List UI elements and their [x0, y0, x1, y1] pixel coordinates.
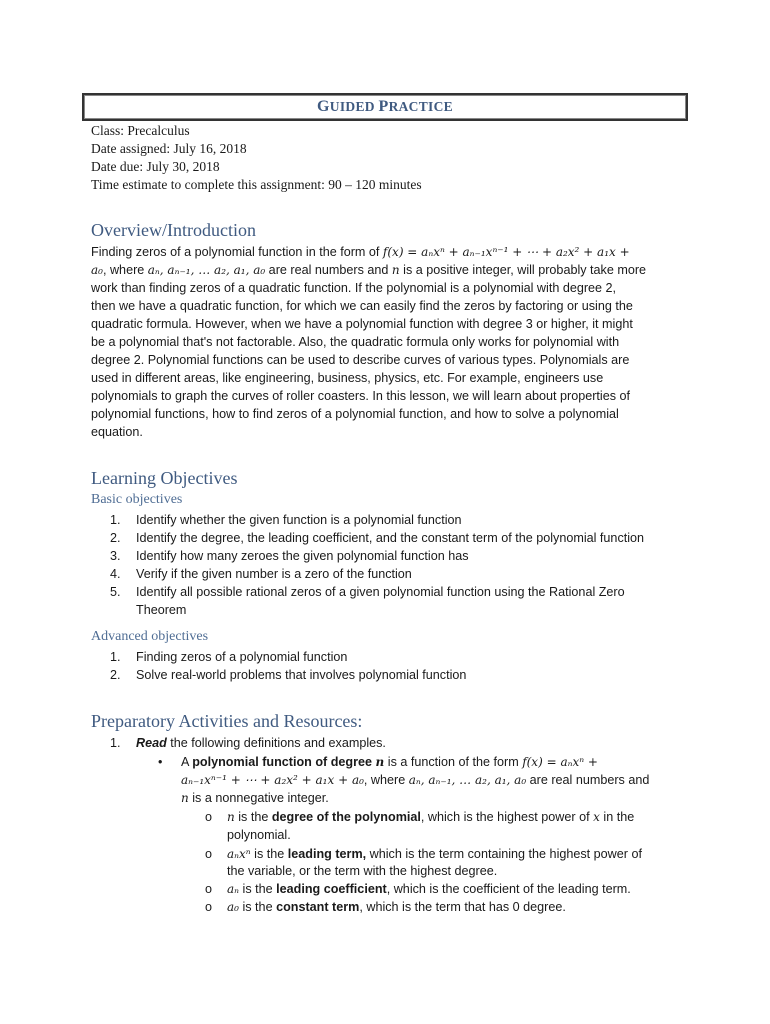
leading-term-definition-cont: the variable, or the term with the highest degree. [227, 864, 498, 878]
def-text: is the [250, 847, 288, 861]
math-formula: f(x) = aₙxⁿ + [522, 755, 598, 769]
math-coefficients: aₙ, aₙ₋₁, … a₂, a₁, a₀ [408, 773, 527, 787]
def-text: is a nonnegative integer. [188, 791, 329, 805]
overview-line-2 [91, 261, 691, 279]
def-text: are real numbers and [526, 773, 650, 787]
basic-objectives-list [110, 511, 644, 619]
math-coefficients: aₙ, aₙ₋₁, … a₂, a₁, a₀ [147, 263, 266, 277]
def-text: , which is the term that has 0 degree. [359, 900, 566, 914]
date-due-line: Date due: July 30, 2018 [91, 159, 220, 174]
sub-bullet-marker: o [205, 810, 213, 824]
overview-line-10: polynomial functions, how to find zeros of a polynomial function, and how to solve a polynomial [91, 407, 619, 421]
leading-coefficient-definition [227, 880, 631, 898]
item-number: 2. [110, 531, 121, 545]
overview-line-6: be a polynomial that's not factorable. Also, the quadratic formula only works for polynomial with [91, 335, 620, 349]
def-text: A [181, 755, 193, 769]
read-emphasis: Read [136, 736, 167, 750]
overview-heading: Overview/Introduction [91, 220, 256, 240]
def-text: , which is the coefficient of the leading term. [386, 882, 631, 896]
overview-line-4: then we have a quadratic function, for which we can easily find the zeros by factoring or using the [91, 299, 633, 313]
item-text: Verify if the given number is a zero of the function [136, 567, 412, 581]
def-text: is a function of the form [384, 755, 523, 769]
math-n: n [391, 263, 400, 277]
def-bold: polynomial function of degree [192, 755, 376, 769]
polynomial-formula: f(x) = aₙxⁿ + aₙ₋₁xⁿ⁻¹ + ⋯ + a₂x² + a₁x + [382, 245, 630, 259]
math-n: n [227, 810, 235, 824]
overview-line-1 [91, 243, 691, 261]
sub-bullet-marker: o [205, 847, 213, 861]
def-text: which is the term containing the highest power of [366, 847, 642, 861]
overview-line-11: equation. [91, 425, 143, 439]
overview-line-7: degree 2. Polynomial functions can be used to describe curves of various types. Polynomials are [91, 353, 630, 367]
list-item [110, 666, 466, 684]
math-n: n [375, 755, 385, 769]
def-bold: degree of the polynomial [271, 810, 421, 824]
math-formula: aₙ₋₁xⁿ⁻¹ + ⋯ + a₂x² + a₁x + a₀ [181, 773, 364, 787]
def-bold: constant term [276, 900, 360, 914]
title-initial-p: P [378, 98, 389, 115]
math-leading-term: aₙxⁿ [227, 847, 251, 861]
overview-text: , where [102, 263, 148, 277]
list-item [110, 529, 644, 547]
definition-line-3 [181, 789, 329, 807]
title-part-2: RACTICE [388, 99, 453, 114]
list-item [110, 648, 466, 666]
guided-practice-title [82, 93, 688, 121]
preparatory-heading: Preparatory Activities and Resources: [91, 711, 363, 731]
item-text: the following definitions and examples. [166, 736, 386, 750]
def-text: is the [239, 882, 277, 896]
item-number: 4. [110, 567, 121, 581]
math-an: aₙ [227, 882, 240, 896]
title-initial-g: G [317, 98, 330, 115]
date-assigned-line: Date assigned: July 16, 2018 [91, 141, 247, 156]
item-text: Identify whether the given function is a polynomial function [136, 513, 462, 527]
item-number: 1. [110, 513, 121, 527]
item-text: Solve real-world problems that involves polynomial function [136, 668, 467, 682]
degree-definition [227, 808, 634, 826]
overview-text: is a positive integer, will probably take more [399, 263, 647, 277]
assignment-info [91, 122, 422, 194]
item-number: 3. [110, 549, 121, 563]
list-item [110, 583, 644, 619]
def-text: in the [599, 810, 635, 824]
def-bold: leading term, [287, 847, 367, 861]
bullet-marker: • [158, 755, 163, 769]
overview-text: are real numbers and [265, 263, 392, 277]
sub-bullet-marker: o [205, 900, 213, 914]
definition-line-2 [181, 771, 649, 789]
def-text: is the [238, 900, 277, 914]
item-number: 1. [110, 650, 121, 664]
overview-line-9: polynomials to graph the curves of roller coasters. In this lesson, we will learn about properties of [91, 389, 630, 403]
def-text: , which is the highest power of [420, 810, 594, 824]
list-item [110, 547, 644, 565]
time-estimate-line: Time estimate to complete this assignment: 90 – 120 minutes [91, 177, 422, 192]
item-text: Identify the degree, the leading coefficient, and the constant term of the polynomial function [136, 531, 645, 545]
item-text: Identify all possible rational zeros of a given polynomial function using the Rational Zero [136, 585, 625, 599]
list-item [110, 734, 386, 752]
item-number: 5. [110, 585, 121, 599]
title-part-1: UIDED [329, 99, 379, 114]
list-item [110, 511, 644, 529]
preparatory-list [110, 734, 386, 752]
item-text: Identify how many zeroes the given polynomial function has [136, 549, 469, 563]
def-text: , where [363, 773, 409, 787]
overview-line-3: work than finding zeros of a quadratic function. If the polynomial is a polynomial with degree 2, [91, 281, 617, 295]
math-a0: a₀ [227, 900, 239, 914]
learning-objectives-heading: Learning Objectives [91, 468, 238, 488]
overview-paragraph [91, 243, 691, 441]
def-bold: leading coefficient [276, 882, 387, 896]
basic-objectives-heading: Basic objectives [91, 492, 183, 507]
def-text: is the [234, 810, 272, 824]
overview-line-8: used in different areas, like engineering, business, physics, etc. For example, engineers use [91, 371, 604, 385]
advanced-objectives-list [110, 648, 466, 684]
leading-term-definition [227, 845, 642, 863]
math-a0: a₀ [91, 263, 103, 277]
math-x: x [593, 810, 600, 824]
item-number: 1. [110, 736, 121, 750]
definition-line-1 [181, 753, 598, 771]
overview-line-5: quadratic formula. However, when we have a polynomial function with degree 3 or higher, it might [91, 317, 633, 331]
list-item [110, 565, 644, 583]
constant-term-definition [227, 898, 566, 916]
item-text: Finding zeros of a polynomial function [136, 650, 348, 664]
sub-bullet-marker: o [205, 882, 213, 896]
item-text-continued: Theorem [136, 603, 187, 617]
math-n: n [181, 791, 189, 805]
class-line: Class: Precalculus [91, 123, 190, 138]
advanced-objectives-heading: Advanced objectives [91, 629, 209, 644]
item-number: 2. [110, 668, 121, 682]
degree-definition-cont: polynomial. [227, 828, 291, 842]
overview-text: Finding zeros of a polynomial function in the form of [91, 245, 383, 259]
